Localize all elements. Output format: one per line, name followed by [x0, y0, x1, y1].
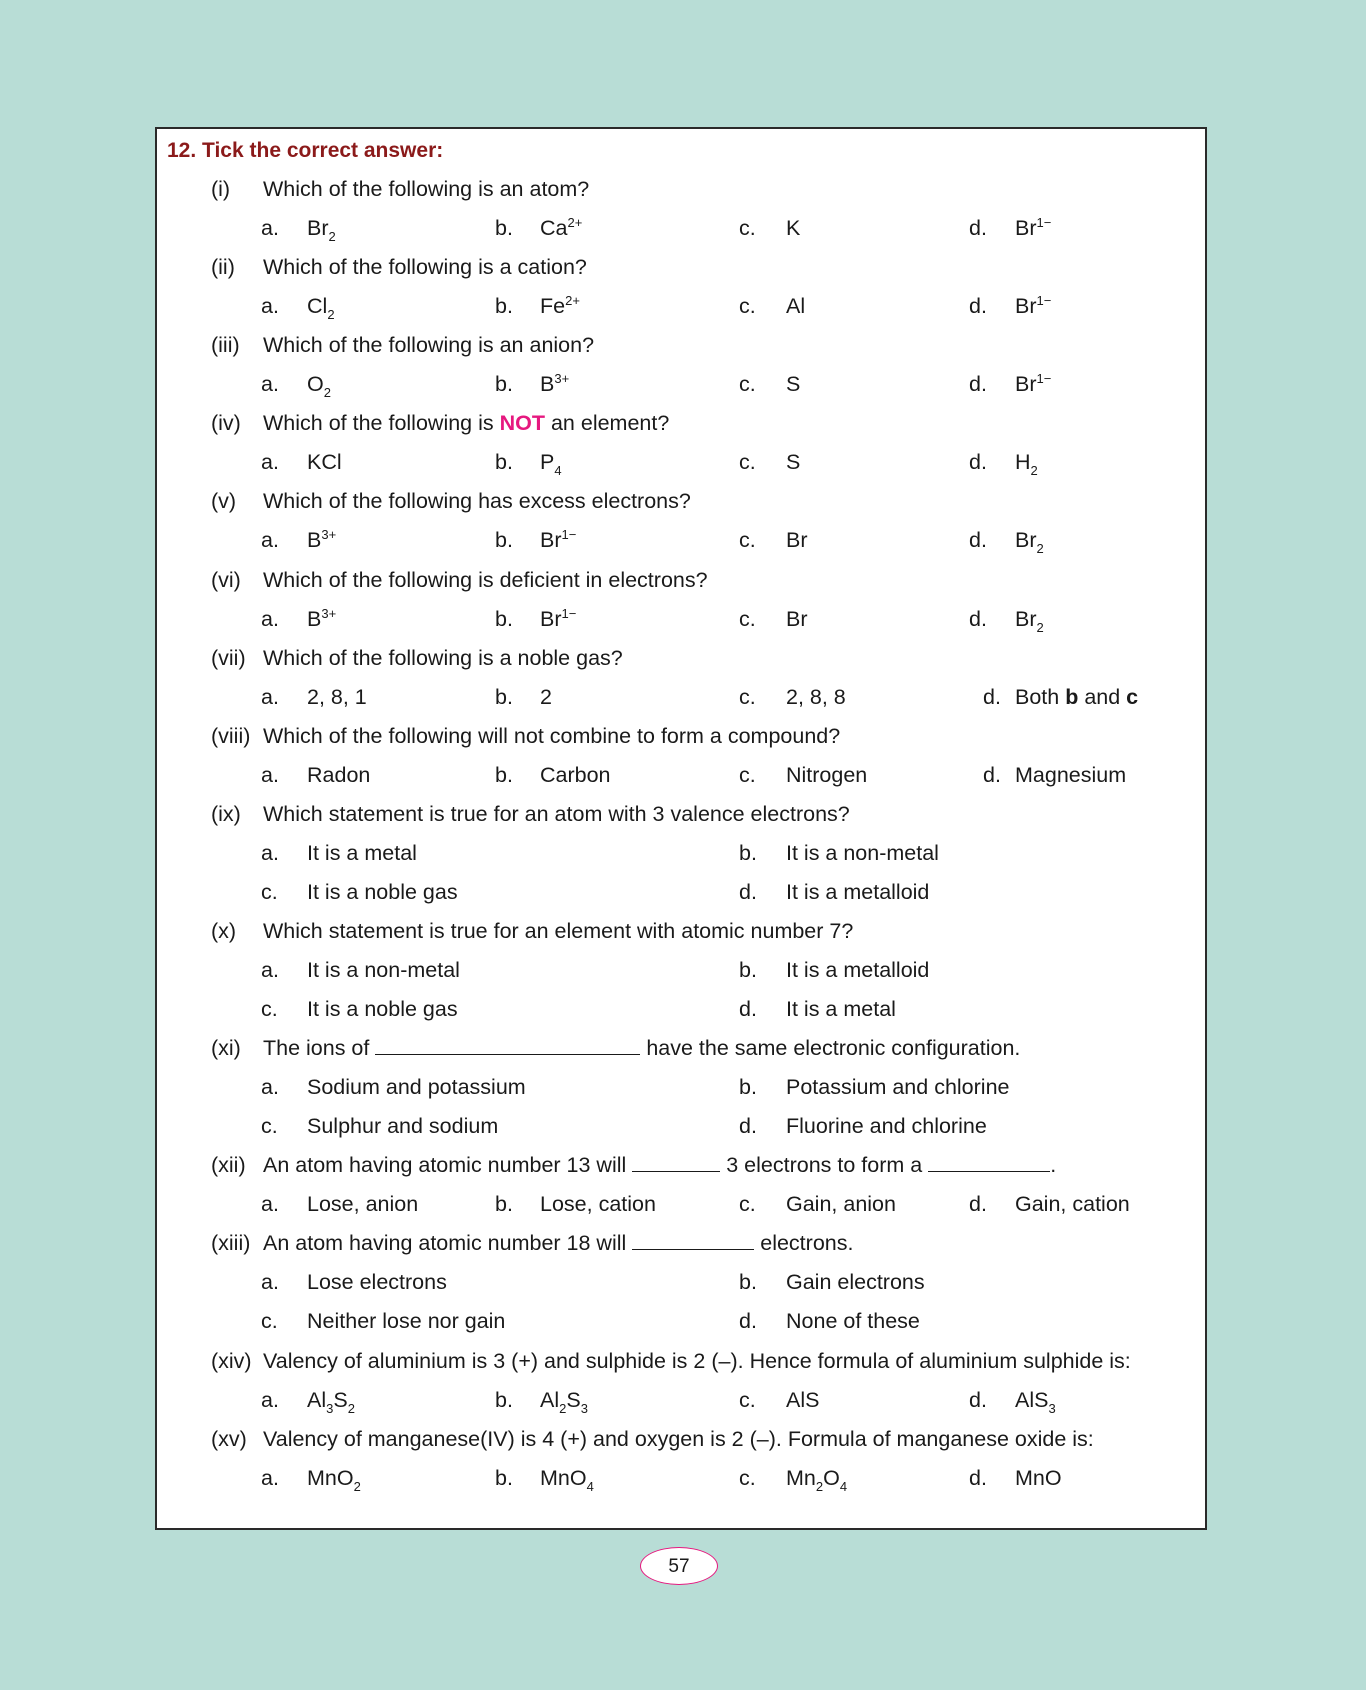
bold-letter: c	[1126, 684, 1139, 709]
option-row	[157, 1459, 1207, 1498]
superscript: 1−	[1036, 371, 1052, 387]
superscript: 2+	[565, 293, 580, 309]
option-letter: b.	[739, 1270, 757, 1295]
option-text: It is a noble gas	[307, 879, 458, 904]
option-letter: a.	[261, 294, 279, 319]
option-letter: b.	[495, 528, 513, 553]
subscript: 4	[554, 463, 562, 479]
question-number: (ix)	[211, 801, 241, 826]
option-text: Potassium and chlorine	[786, 1075, 1010, 1100]
option-text: Gain, cation	[1015, 1192, 1130, 1217]
question-panel	[155, 127, 1207, 1530]
option-text: It is a noble gas	[307, 997, 458, 1022]
option-letter: d.	[969, 528, 987, 553]
subscript: 3	[1048, 1400, 1056, 1416]
option-letter: c.	[739, 1465, 756, 1490]
option-row	[157, 600, 1207, 639]
question-text: An atom having atomic number 18 will electrons.	[263, 1224, 853, 1263]
subscript: 2	[353, 1478, 361, 1494]
option-letter: c.	[739, 372, 756, 397]
option-letter: d.	[983, 762, 1001, 787]
option-letter: c.	[739, 606, 756, 631]
option-letter: d.	[969, 450, 987, 475]
superscript: 3+	[554, 371, 570, 387]
question-text: Which of the following is deficient in electrons?	[263, 567, 708, 592]
option-letter: c.	[739, 528, 756, 553]
option-text: S	[786, 372, 801, 397]
option-text: Carbon	[540, 762, 611, 787]
question-text: Valency of manganese(IV) is 4 (+) and oxygen is 2 (–). Formula of manganese oxide is:	[263, 1426, 1094, 1451]
option-text: It is a metalloid	[786, 879, 930, 904]
option-text: $Br^{1-}$	[540, 605, 577, 631]
answer-blank	[632, 1149, 720, 1172]
question-stem	[157, 1420, 1207, 1459]
option-text: $H_2$	[1015, 450, 1038, 479]
question-number: (viii)	[211, 723, 251, 748]
question-stem	[157, 404, 1207, 443]
option-text: S	[786, 450, 801, 475]
option-letter: b.	[495, 684, 513, 709]
subscript: 2	[1036, 619, 1044, 635]
superscript: 1−	[1036, 215, 1052, 231]
option-text: None of these	[786, 1309, 920, 1334]
question-stem	[157, 717, 1207, 756]
option-text: KCl	[307, 450, 342, 475]
option-letter: c.	[261, 1309, 278, 1334]
question-stem	[157, 561, 1207, 600]
option-row	[157, 209, 1207, 248]
superscript: 1−	[561, 527, 577, 543]
option-letter: a.	[261, 958, 279, 982]
option-letter: a.	[261, 684, 279, 709]
question-number: (xv)	[211, 1426, 247, 1451]
question-number: (vii)	[211, 645, 246, 670]
question-stem	[157, 1146, 1207, 1185]
answer-blank	[632, 1227, 754, 1250]
option-text: Br	[786, 528, 808, 553]
question-text: Valency of aluminium is 3 (+) and sulphide is 2 (–). Hence formula of aluminium sulphide is:	[263, 1348, 1131, 1373]
option-letter: d.	[969, 606, 987, 631]
option-text: Sodium and potassium	[307, 1075, 526, 1100]
option-text: Both b and c	[1015, 684, 1139, 709]
option-letter: c.	[739, 450, 756, 475]
option-row	[157, 756, 1207, 795]
option-text: Al	[786, 294, 806, 319]
subscript: 2	[559, 1400, 567, 1416]
question-number: (xii)	[211, 1153, 246, 1178]
option-letter: a.	[261, 1192, 279, 1217]
subscript: 2	[347, 1400, 355, 1416]
option-letter: a.	[261, 1387, 279, 1412]
option-text: Gain electrons	[786, 1270, 925, 1295]
question-text: The ions of have the same electronic configuration.	[263, 1029, 1020, 1068]
option-letter: b.	[495, 372, 513, 397]
question-stem	[157, 248, 1207, 287]
superscript: 1−	[561, 605, 577, 621]
question-stem	[157, 1029, 1207, 1068]
option-letter: c.	[739, 1192, 756, 1217]
question-text: Which of the following is a cation?	[263, 255, 587, 280]
question-number: (iv)	[211, 411, 241, 436]
option-row	[157, 443, 1207, 482]
option-letter: d.	[739, 1114, 757, 1139]
question-number: (xiv)	[211, 1348, 252, 1373]
question-stem	[157, 1342, 1207, 1381]
option-letter: c.	[739, 684, 756, 709]
option-letter: c.	[739, 216, 756, 241]
option-text: $Mn_2O_4$	[786, 1465, 848, 1494]
option-row	[157, 951, 1207, 990]
question-text: Which statement is true for an element with atomic number 7?	[263, 918, 854, 943]
option-letter: b.	[495, 216, 513, 241]
answer-blank	[375, 1032, 640, 1055]
option-row	[157, 521, 1207, 560]
superscript: 3+	[321, 527, 337, 543]
option-letter: c.	[261, 1114, 278, 1139]
option-letter: b.	[495, 450, 513, 475]
question-number: (xi)	[211, 1036, 241, 1061]
emphasis-not: NOT	[499, 411, 545, 436]
option-text: $Br^{1-}$	[1015, 215, 1052, 241]
option-text: Nitrogen	[786, 762, 868, 787]
option-text: It is a metalloid	[786, 958, 930, 982]
question-number: (v)	[211, 489, 237, 514]
question-text: Which of the following will not combine to form a compound?	[263, 723, 841, 748]
option-letter: b.	[739, 1075, 757, 1100]
question-stem	[157, 482, 1207, 521]
answer-blank	[928, 1149, 1050, 1172]
question-text: Which of the following has excess electrons?	[263, 489, 691, 514]
section-title	[157, 131, 1207, 170]
option-letter: d.	[969, 1387, 987, 1412]
option-letter: d.	[969, 216, 987, 241]
option-row	[157, 287, 1207, 326]
bold-letter: b	[1065, 684, 1079, 709]
question-text: Which of the following is an anion?	[263, 333, 595, 358]
subscript: 4	[839, 1478, 848, 1494]
option-letter: c.	[739, 762, 756, 787]
question-text: Which statement is true for an atom with 3 valence electrons?	[263, 801, 850, 826]
option-letter: d.	[969, 1465, 987, 1490]
option-text: 2, 8, 1	[307, 684, 367, 709]
option-letter: c.	[739, 1387, 756, 1412]
question-number: (iii)	[211, 333, 240, 358]
option-letter: b.	[495, 294, 513, 319]
option-row	[157, 873, 1207, 912]
option-letter: a.	[261, 606, 279, 631]
option-letter: a.	[261, 840, 279, 865]
question-text: An atom having atomic number 13 will 3 electrons to form a .	[263, 1146, 1056, 1185]
question-number: (ii)	[211, 255, 235, 280]
question-stem	[157, 912, 1207, 951]
superscript: 1−	[1036, 293, 1052, 309]
option-row	[157, 990, 1207, 1029]
option-text: $B^{3+}$	[307, 527, 337, 553]
option-letter: b.	[495, 1465, 513, 1490]
subscript: 3	[580, 1400, 588, 1416]
option-text: 2	[540, 684, 552, 709]
option-text: Br	[786, 606, 808, 631]
option-text: $Br^{1-}$	[540, 527, 577, 553]
option-row	[157, 1107, 1207, 1146]
option-letter: c.	[261, 997, 278, 1022]
option-letter: b.	[495, 1192, 513, 1217]
option-text: $P_4$	[540, 450, 562, 479]
option-letter: d.	[983, 684, 1001, 709]
option-letter: b.	[739, 840, 757, 865]
option-text: Magnesium	[1015, 762, 1127, 787]
option-text: MnO$_4$	[540, 1465, 594, 1494]
option-text: $B^{3+}$	[540, 371, 570, 397]
option-text: $Br^{1-}$	[1015, 293, 1052, 319]
question-number: (i)	[211, 177, 231, 201]
option-text: Sulphur and sodium	[307, 1114, 499, 1139]
option-letter: d.	[969, 1192, 987, 1217]
question-stem	[157, 170, 1207, 209]
option-text: AlS$_3$	[1015, 1387, 1056, 1416]
option-text: AlS	[786, 1387, 820, 1412]
option-letter: c.	[739, 294, 756, 319]
option-row	[157, 365, 1207, 404]
question-stem	[157, 326, 1207, 365]
option-row	[157, 1068, 1207, 1107]
option-letter: c.	[261, 879, 278, 904]
option-text: $Br^{1-}$	[1015, 371, 1052, 397]
option-text: $B^{3+}$	[307, 605, 337, 631]
option-text: $Ca^{2+}$	[540, 215, 583, 241]
option-text: It is a non-metal	[786, 840, 939, 865]
option-text: Lose, cation	[540, 1192, 656, 1217]
superscript: 3+	[321, 605, 337, 621]
option-text: 2, 8, 8	[786, 684, 846, 709]
option-row	[157, 1381, 1207, 1420]
option-letter: d.	[739, 997, 757, 1022]
option-letter: b.	[495, 762, 513, 787]
option-text: Lose, anion	[307, 1192, 419, 1217]
question-stem	[157, 1224, 1207, 1263]
option-letter: a.	[261, 528, 279, 553]
option-row	[157, 1263, 1207, 1302]
option-letter: d.	[739, 1309, 757, 1334]
option-text: K	[786, 216, 801, 241]
subscript: 4	[586, 1478, 594, 1494]
option-text: Neither lose nor gain	[307, 1309, 506, 1334]
page-number: 57	[640, 1547, 718, 1585]
option-text: It is a non-metal	[307, 958, 460, 982]
option-letter: a.	[261, 1270, 279, 1295]
option-letter: a.	[261, 1465, 279, 1490]
option-letter: b.	[495, 606, 513, 631]
question-number: (x)	[211, 918, 237, 943]
question-text: Which of the following is a noble gas?	[263, 645, 623, 670]
subscript: 2	[323, 385, 331, 401]
option-text: Fluorine and chlorine	[786, 1114, 987, 1139]
option-text: MnO	[1015, 1465, 1062, 1490]
subscript: 2	[1030, 463, 1038, 479]
option-text: $O_2$	[307, 372, 331, 401]
option-letter: b.	[495, 1387, 513, 1412]
question-number: (vi)	[211, 567, 241, 592]
option-text: It is a metal	[786, 997, 896, 1022]
section-title-text: 12. Tick the correct answer:	[167, 139, 444, 162]
option-text: Lose electrons	[307, 1270, 447, 1295]
subscript: 2	[327, 307, 335, 323]
option-text: It is a metal	[307, 840, 417, 865]
option-text: $Fe^{2+}$	[540, 293, 580, 319]
option-letter: d.	[739, 879, 757, 904]
option-text: $Br_2$	[1015, 606, 1044, 635]
question-text: Which of the following is an atom?	[263, 177, 590, 201]
option-letter: a.	[261, 216, 279, 241]
option-letter: a.	[261, 762, 279, 787]
option-letter: a.	[261, 450, 279, 475]
superscript: 2+	[567, 215, 583, 231]
option-text: MnO$_2$	[307, 1465, 361, 1494]
option-letter: a.	[261, 1075, 279, 1100]
question-stem	[157, 795, 1207, 834]
option-text: $Br_2$	[307, 216, 336, 245]
option-text: Radon	[307, 762, 371, 787]
option-text: $Al_2S_3$	[540, 1387, 588, 1416]
option-text: $Br_2$	[1015, 528, 1044, 557]
subscript: 2	[328, 229, 336, 245]
option-letter: b.	[739, 958, 757, 982]
option-letter: d.	[969, 372, 987, 397]
question-stem	[157, 639, 1207, 678]
question-number: (xiii)	[211, 1231, 251, 1256]
option-text: Gain, anion	[786, 1192, 896, 1217]
option-row	[157, 678, 1207, 717]
subscript: 2	[815, 1478, 824, 1494]
option-text: $Cl_2$	[307, 294, 335, 323]
question-text: Which of the following is NOT an element?	[263, 411, 670, 436]
option-letter: d.	[969, 294, 987, 319]
subscript: 2	[1036, 541, 1044, 557]
subscript: 3	[326, 1400, 334, 1416]
option-row	[157, 1185, 1207, 1224]
option-row	[157, 1302, 1207, 1341]
option-text: $Al_3S_2$	[307, 1387, 355, 1416]
option-row	[157, 834, 1207, 873]
option-letter: a.	[261, 372, 279, 397]
